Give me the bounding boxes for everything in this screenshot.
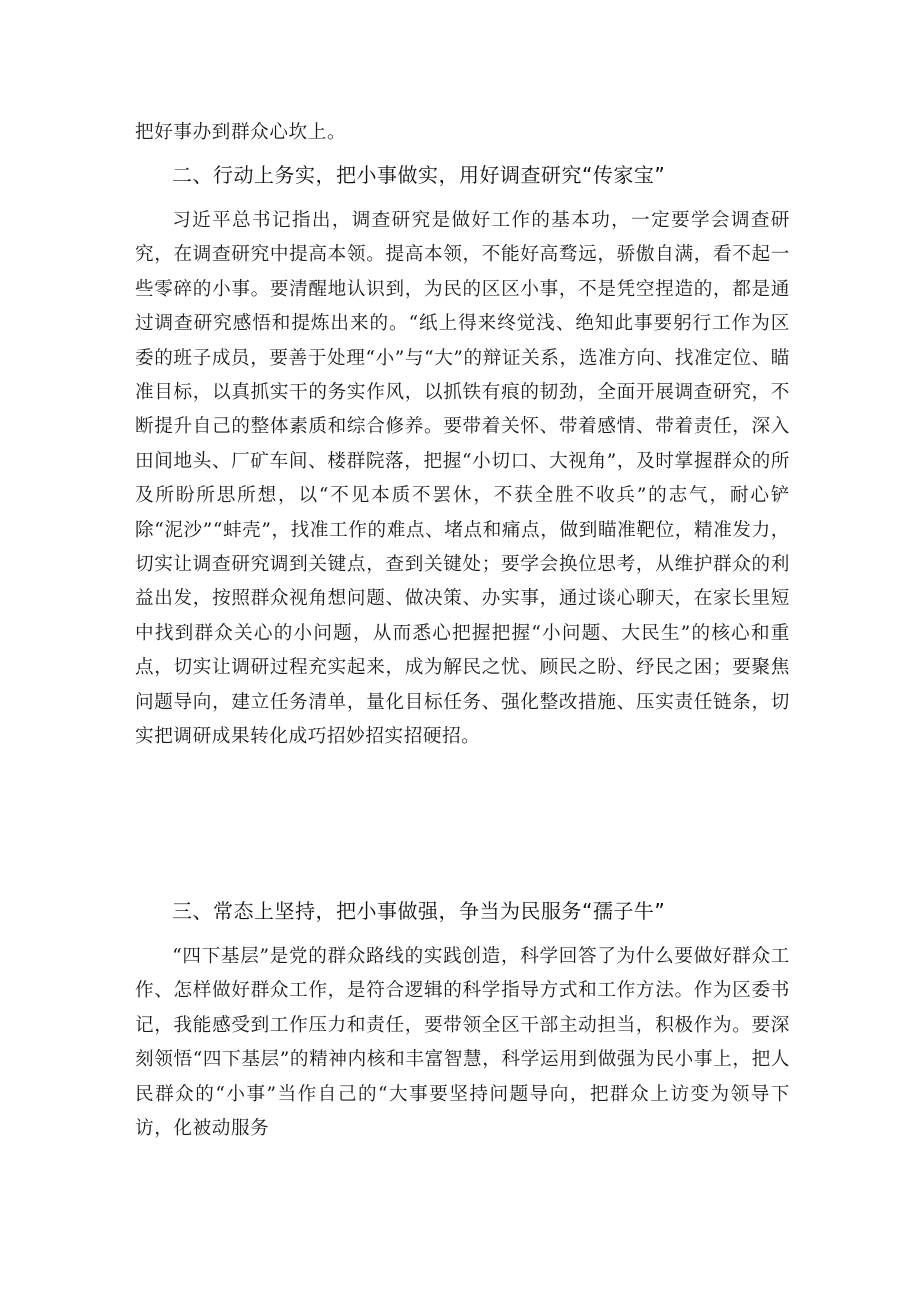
section-3-heading: 三、常态上坚持，把小事做强，争当为民服务“孺子牛”: [172, 899, 666, 923]
section-3-paragraph: “四下基层”是党的群众路线的实践创造，科学回答了为什么要做好群众工作、怎样做好群众工作，是符合逻辑的科学指导方式和工作方法。作为区委书记，我能感受到工作压力和责任，要带领全区干部主动担当，积极作为。要深刻领悟“四下基层”的精神内核和丰富智慧，科学运用到做强为民小事上，把人民群众的“小事”当作自己的“大事要坚持问题导向，把群众上访变为领导下访，化被动服务: [135, 946, 790, 1140]
opening-line: 把好事办到群众心坎上。: [135, 122, 347, 143]
section-2-paragraph: 习近平总书记指出，调查研究是做好工作的基本功，一定要学会调查研究，在调查研究中提高本领。提高本领，不能好高骛远，骄傲自满，看不起一些零碎的小事。要清醒地认识到，为民的区区小事，不是凭空捏造的，都是通过调查研究感悟和提炼出来的。“纸上得来终觉浅、绝知此事要躬行工作为区委的班子成员，要善于处理“小”与“大”的辩证关系，选准方向、找准定位、瞄准目标，以真抓实干的务实作风，以抓铁有痕的韧劲，全面开展调查研究，不断提升自己的整体素质和综合修养。要带着关怀、带着感情、带着责任，深入田间地头、厂矿车间、楼群院落，把握“小切口、大视角”，及时掌握群众的所及所盼所思所想，以“不见本质不罢休，不获全胜不收兵”的志气，耐心铲除“泥沙”“蚌壳”，找准工作的难点、堵点和痛点，做到瞄准靶位，精准发力，切实让调查研究调到关键点，查到关键处；要学会换位思考，从维护群众的利益出发，按照群众视角想问题、做决策、办实事，通过谈心聊天，在家长里短中找到群众关心的小问题，从而悉心把握把握“小问题、大民生”的核心和重点，切实让调研过程充实起来，成为解民之忧、顾民之盼、纾民之困；要聚焦问题导向，建立任务清单，量化目标任务、强化整改措施、压实责任链条，切实把调研成果转化成巧招妙招实招硬招。: [135, 210, 790, 748]
section-2-heading: 二、行动上务实，把小事做实，用好调查研究“传家宝”: [172, 163, 666, 187]
